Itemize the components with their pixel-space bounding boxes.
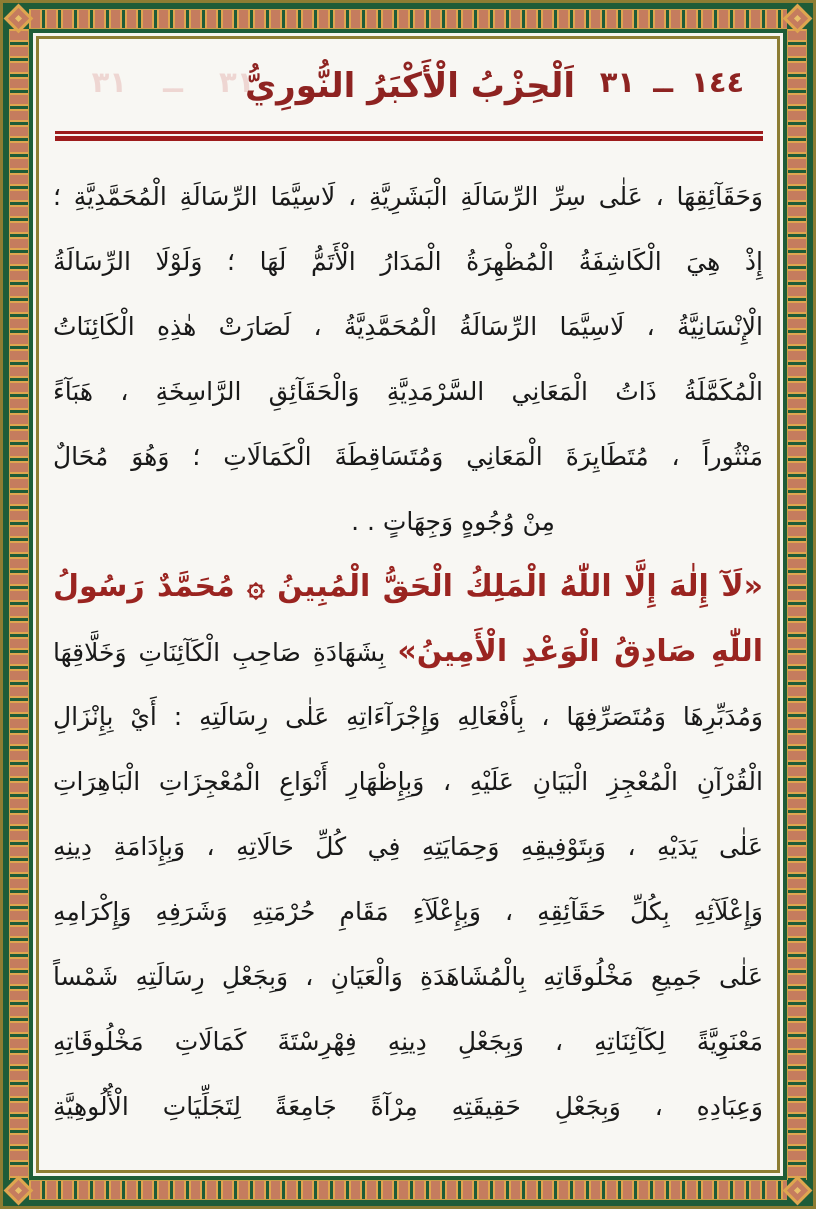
page-title: اَلْحِزْبُ الْأَكْبَرُ النُّورِيُّ: [244, 66, 575, 106]
text-line: [53, 229, 763, 294]
text-line: [53, 684, 763, 749]
text-line-content: وَحَقَآئِقِهَا ، عَلٰى سِرِّ الرِّسَالَةِ الْبَشَرِيَّةِ ، لَاسِيَّمَا الرِّسَالَةِ الْمُحَمَّدِيَّةِ ؛: [53, 182, 763, 211]
text-line-content: بِشَهَادَةِ صَاحِبِ الْكَآئِنَاتِ وَخَلَّاقِهَا: [53, 638, 386, 667]
text-line: [53, 944, 763, 1009]
text-line-content: مَعْنَوِيَّةً لِكَآئِنَاتِهِ ، وَبِجَعْلِ دِينِهِ فِهْرِسْتَةَ كَمَالَاتِ مَخْلُوقَاتِهِ: [53, 1027, 763, 1056]
text-line: [53, 164, 763, 229]
text-line: [53, 749, 763, 814]
text-line-content: إِذْ هِيَ الْكَاشِفَةُ الْمُظْهِرَةُ الْمَدَارُ الْأَتَمُّ لَهَا ؛ وَلَوْلَا الرِّسَالَةُ: [53, 247, 763, 276]
header-rule: [55, 131, 763, 141]
text-line: [53, 1009, 763, 1074]
quote-red-text: اللّٰهِ صَادِقُ الْوَعْدِ الْأَمِينُ»: [397, 634, 763, 669]
text-line-content: وَعِبَادِهِ ، وَبِجَعْلِ حَقِيقَتِهِ مِرْآةً جَامِعَةً لِتَجَلِّيَاتِ الْأُلُوهِيَّةِ: [53, 1092, 763, 1121]
frame-ornament-top: [29, 9, 787, 29]
frame-ornament-bottom: [29, 1180, 787, 1200]
text-line-content: وَمُدَبِّرِهَا وَمُتَصَرِّفِهَا ، بِأَفْعَالِهِ وَإِجْرَآءَاتِهِ عَلٰى رِسَالَتِهِ : أَيْ بِإِنْزَالِ: [53, 702, 763, 731]
paragraph-closing-line: [98, 489, 808, 554]
frame-ornament-left: [9, 29, 29, 1180]
text-line: [53, 424, 763, 489]
shahada-quote-line: [53, 554, 763, 619]
text-line: [53, 879, 763, 944]
quote-red-text: «لَآ إِلٰهَ إِلَّا اللّٰهُ الْمَلِكُ الْحَقُّ الْمُبِينُ ۞ مُحَمَّدٌ رَسُولُ: [53, 569, 763, 604]
frame-ornament-right: [787, 29, 807, 1180]
text-line-content: عَلٰى جَمِيعِ مَخْلُوقَاتِهِ بِالْمُشَاهَدَةِ وَالْعَيَانِ ، وَبِجَعْلِ رِسَالَتِهِ شَمْساً: [53, 962, 763, 991]
text-line-content: الْإِنْسَانِيَّةُ ، لَاسِيَّمَا الرِّسَالَةُ الْمُحَمَّدِيَّةُ ، لَصَارَتْ هٰذِهِ الْكَائِنَاتُ: [53, 312, 763, 341]
text-line: [53, 1074, 763, 1139]
page-content: [39, 39, 777, 1170]
text-line-content: الْقُرْآنِ الْمُعْجِزِ الْبَيَانِ عَلَيْهِ ، وَبِإِظْهَارِ أَنْوَاعِ الْمُعْجِزَاتِ الْبَاهِرَاتِ: [53, 767, 763, 796]
text-line-content: مِنْ وُجُوهٍ وَجِهَاتٍ . .: [351, 507, 555, 536]
text-line-content: الْمُكَمَّلَةُ ذَاتُ الْمَعَانِي السَّرْمَدِيَّةِ وَالْحَقَآئِقِ الرَّاسِخَةِ ، هَبَآءً: [53, 377, 763, 406]
page-number: ١٤٤ ــ ٣١: [599, 65, 745, 99]
frame-corner-diamond-icon: [783, 1176, 813, 1206]
ghost-page-number: ٣١ ــ ٣١: [91, 65, 255, 99]
text-line-content: وَإِعْلَآئِهِ بِكُلِّ حَقَآئِقِهِ ، وَبِإِعْلَآءِ مَقَامِ حُرْمَتِهِ وَشَرَفِهِ وَإِكْرَامِهِ: [53, 897, 763, 926]
body-text: [53, 164, 763, 1139]
text-line-content: مَنْثُوراً ، مُتَطَايِرَةَ الْمَعَانِي وَمُتَسَاقِطَةَ الْكَمَالَاتِ ؛ وَهُوَ مُحَالٌ: [53, 442, 763, 471]
text-line: [53, 294, 763, 359]
shahada-quote-line: [53, 619, 763, 684]
text-line-content: عَلٰى يَدَيْهِ ، وَبِتَوْفِيقِهِ وَحِمَايَتِهِ فِي كُلِّ حَالَاتِهِ ، وَبِإِدَامَةِ دِينِهِ: [53, 832, 763, 861]
text-line: [53, 359, 763, 424]
text-line: [53, 814, 763, 879]
